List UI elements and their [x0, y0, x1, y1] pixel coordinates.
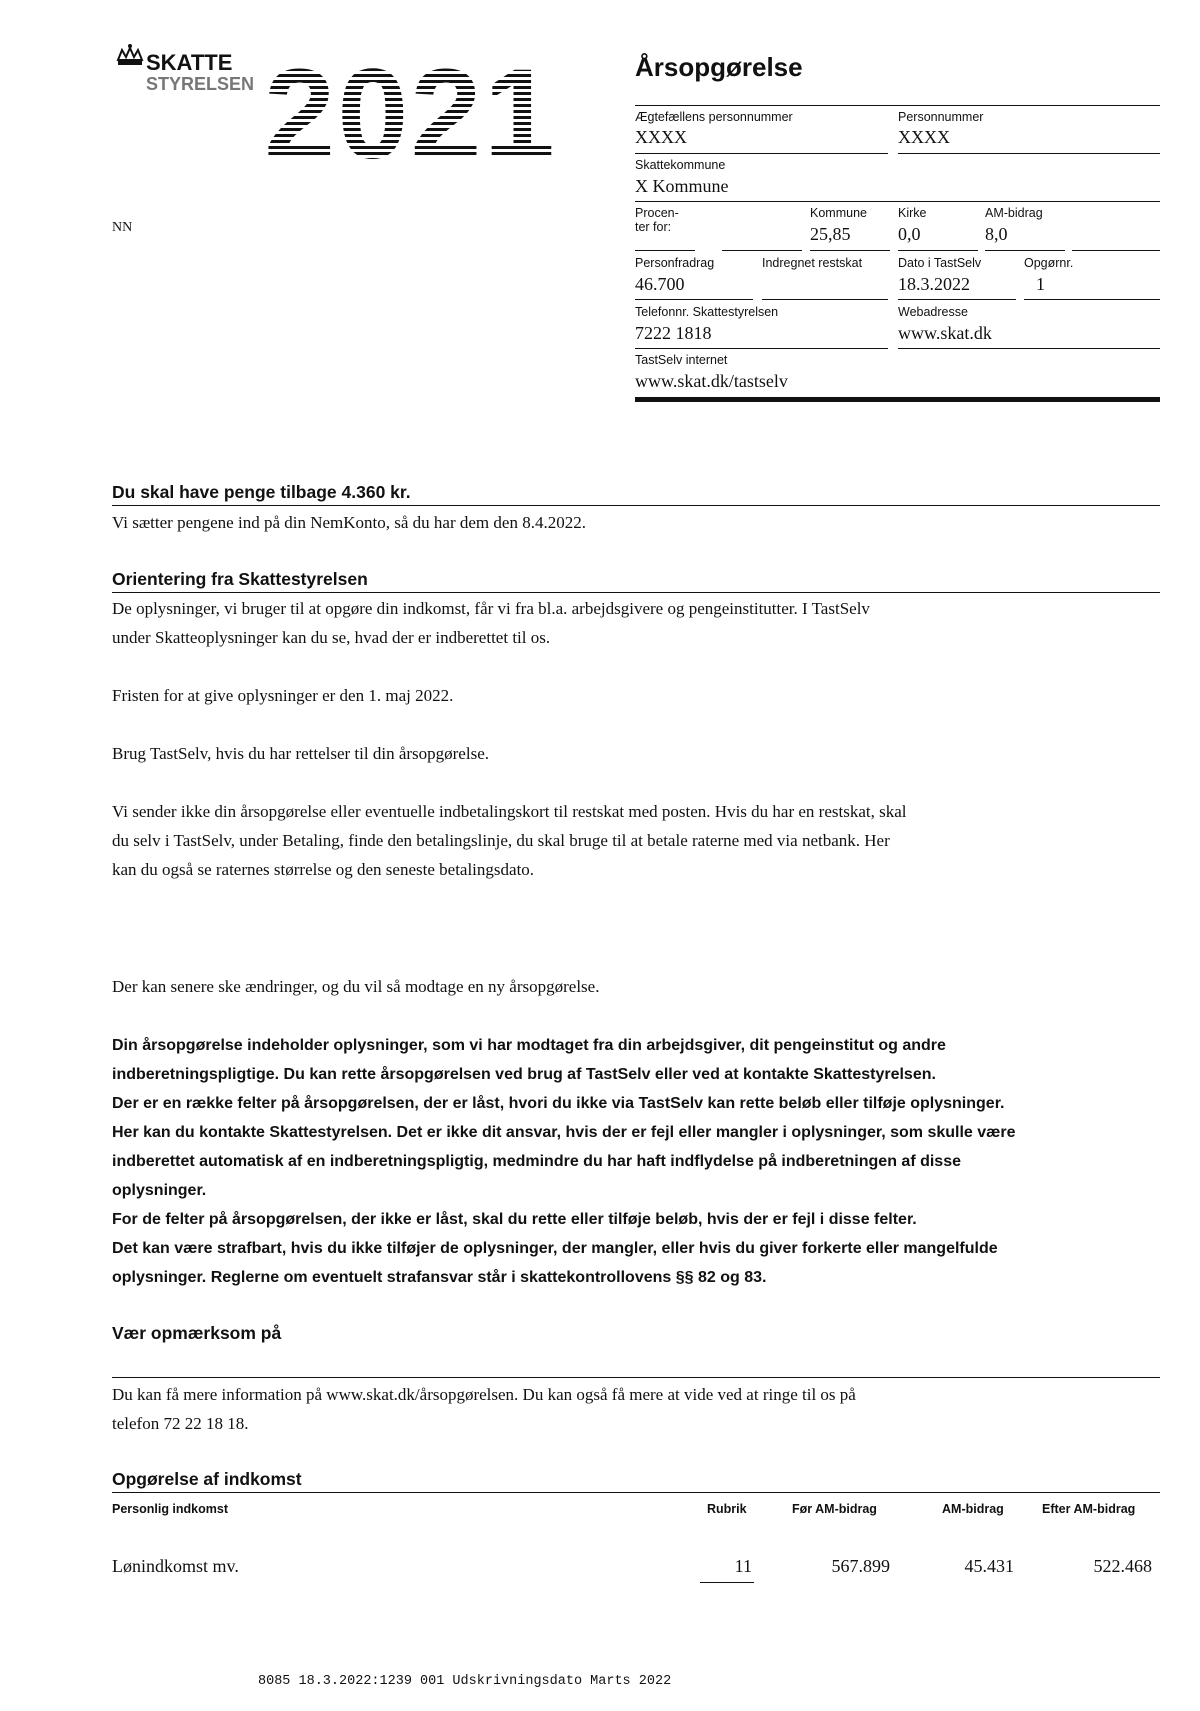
municipality-value: X Kommune: [635, 176, 729, 196]
field-underline: [898, 250, 978, 251]
col-am: AM-bidrag: [942, 1502, 1004, 1516]
spouse-cpr-label: Ægtefællens personnummer: [635, 110, 793, 124]
text-line: oplysninger.: [112, 1182, 207, 1199]
personfradrag-label: Personfradrag: [635, 256, 715, 270]
income-heading: Opgørelse af indkomst: [112, 1469, 302, 1489]
recipient-name: NN: [112, 220, 133, 235]
section-divider: [112, 592, 1160, 593]
field-underline: [635, 348, 888, 349]
section-divider: [112, 1492, 1160, 1493]
section-divider: [112, 505, 1160, 506]
tastselv-value[interactable]: www.skat.dk/tastselv: [635, 371, 788, 391]
text-line: De oplysninger, vi bruger til at opgøre din indkomst, får vi fra bl.a. arbejdsgivere og pengeinstitutter. I TastSelv: [112, 599, 870, 618]
field-underline: [635, 250, 695, 251]
col-after-am: Efter AM-bidrag: [1042, 1502, 1136, 1516]
row-label: Lønindkomst mv.: [112, 1556, 239, 1576]
text-line: kan du også se raternes størrelse og den seneste betalingsdato.: [112, 860, 535, 879]
attention-text: [112, 1380, 1162, 1438]
field-underline: [898, 299, 1016, 300]
text-line: telefon 72 22 18 18.: [112, 1414, 249, 1433]
attention-heading: Vær opmærksom på: [112, 1323, 282, 1343]
am-label: AM-bidrag: [985, 206, 1043, 220]
opgnr-label: Opgørnr.: [1024, 256, 1074, 270]
row-after-am: 522.468: [1093, 1556, 1152, 1576]
kirke-value: 0,0: [898, 224, 921, 244]
orientation-paragraph-1: [112, 594, 1162, 652]
row-am: 45.431: [964, 1556, 1014, 1576]
phone-label: Telefonnr. Skattestyrelsen: [635, 305, 779, 319]
refund-text: Vi sætter pengene ind på din NemKonto, så du har dem den 8.4.2022.: [112, 513, 586, 532]
row-before-am: 567.899: [831, 1556, 890, 1576]
text-line: Du kan få mere information på www.skat.dk/årsopgørelsen. Du kan også få mere at vide ved at ringe til os på: [112, 1385, 856, 1404]
field-underline: [1024, 299, 1160, 300]
personfradrag-value: 46.700: [635, 274, 685, 294]
skattestyrelsen-logo: [112, 44, 612, 164]
kommune-label: Kommune: [810, 206, 867, 220]
kommune-value: 25,85: [810, 224, 851, 244]
text-line: For de felter på årsopgørelsen, der ikke er låst, skal du rette eller tilføje beløb, hvis der er fejl i disse felter.: [112, 1211, 917, 1228]
crown-icon: [118, 44, 142, 65]
opgnr-value: 1: [1036, 274, 1045, 294]
print-footer: 8085 18.3.2022:1239 001 Udskrivningsdato Marts 2022: [258, 1674, 672, 1689]
kirke-label: Kirke: [898, 206, 927, 220]
field-underline: [1072, 250, 1160, 251]
percent-label-line2: ter for:: [635, 220, 672, 234]
cpr-value: XXXX: [898, 127, 950, 147]
text-line: under Skatteoplysninger kan du se, hvad der er indberettet til os.: [112, 628, 551, 647]
orientation-paragraph-2: Fristen for at give oplysninger er den 1. maj 2022.: [112, 686, 454, 705]
am-value: 8,0: [985, 224, 1008, 244]
text-line: Her kan du kontakte Skattestyrelsen. Det er ikke dit ansvar, hvis der er fejl eller mangler i oplysninger, som skulle være: [112, 1124, 1016, 1141]
text-line: oplysninger. Reglerne om eventuelt strafansvar står i skattekontrollovens §§ 82 og 83.: [112, 1269, 767, 1286]
logo-year: 2021: [264, 44, 557, 164]
municipality-label: Skattekommune: [635, 158, 726, 172]
orientation-paragraph-4: [112, 797, 1162, 884]
field-underline: [810, 250, 890, 251]
field-underline: [762, 299, 888, 300]
spouse-cpr-value: XXXX: [635, 127, 687, 147]
percent-label: [635, 206, 679, 234]
restskat-label: Indregnet restskat: [762, 256, 863, 270]
text-line: Der er en række felter på årsopgørelsen, der er låst, hvori du ikke via TastSelv kan rette beløb eller tilføje oplysninger.: [112, 1095, 1005, 1112]
text-line: indberettet automatisk af en indberetningspligtig, medmindre du har haft indflydelse på indberetningen af disse: [112, 1153, 961, 1170]
col-before-am: Før AM-bidrag: [792, 1502, 877, 1516]
col-category: Personlig indkomst: [112, 1502, 228, 1516]
field-underline: [635, 153, 888, 154]
document-title: Årsopgørelse: [635, 52, 803, 82]
text-line: Det kan være strafbart, hvis du ikke tilføjer de oplysninger, der mangler, eller hvis du giver forkerte eller mangelfulde: [112, 1240, 998, 1257]
logo-text-top: SKATTE: [146, 50, 233, 75]
web-label: Webadresse: [898, 305, 968, 319]
field-underline: [722, 250, 802, 251]
refund-heading: Du skal have penge tilbage 4.360 kr.: [112, 482, 411, 502]
orientation-paragraph-5: Der kan senere ske ændringer, og du vil så modtage en ny årsopgørelse.: [112, 977, 600, 996]
web-value[interactable]: www.skat.dk: [898, 323, 992, 343]
logo-text-bottom: STYRELSEN: [146, 74, 255, 94]
cpr-label: Personnummer: [898, 110, 984, 124]
text-line: indberetningspligtige. Du kan rette årsopgørelsen ved brug af TastSelv eller ved at kontakte Skattestyrelsen.: [112, 1066, 936, 1083]
orientation-heading: Orientering fra Skattestyrelsen: [112, 569, 368, 589]
percent-label-line1: Procen-: [635, 206, 679, 220]
dato-value: 18.3.2022: [898, 274, 970, 294]
text-line: Vi sender ikke din årsopgørelse eller eventuelle indbetalingskort til restskat med posten. Hvis du har en restskat, skal: [112, 802, 907, 821]
field-underline: [635, 201, 1160, 202]
header-divider: [635, 105, 1160, 106]
dato-label: Dato i TastSelv: [898, 256, 982, 270]
col-rubrik: Rubrik: [707, 1502, 747, 1516]
phone-value: 7222 1818: [635, 323, 712, 343]
orientation-paragraph-3: Brug TastSelv, hvis du har rettelser til din årsopgørelse.: [112, 744, 489, 763]
text-line: Din årsopgørelse indeholder oplysninger, som vi har modtaget fra din arbejdsgiver, dit pengeinstitut og andre: [112, 1037, 946, 1054]
row-rubrik: 11: [734, 1556, 752, 1576]
header-bottom-rule: [635, 397, 1160, 402]
legal-notice: [112, 1031, 1172, 1292]
field-underline: [898, 348, 1160, 349]
field-underline: [635, 299, 753, 300]
tastselv-label: TastSelv internet: [635, 353, 728, 367]
section-divider: [112, 1377, 1160, 1378]
rubrik-underline: [700, 1582, 754, 1583]
field-underline: [985, 250, 1065, 251]
field-underline: [898, 153, 1160, 154]
text-line: du selv i TastSelv, under Betaling, finde den betalingslinje, du skal bruge til at betale raterne med via netbank. Her: [112, 831, 890, 850]
